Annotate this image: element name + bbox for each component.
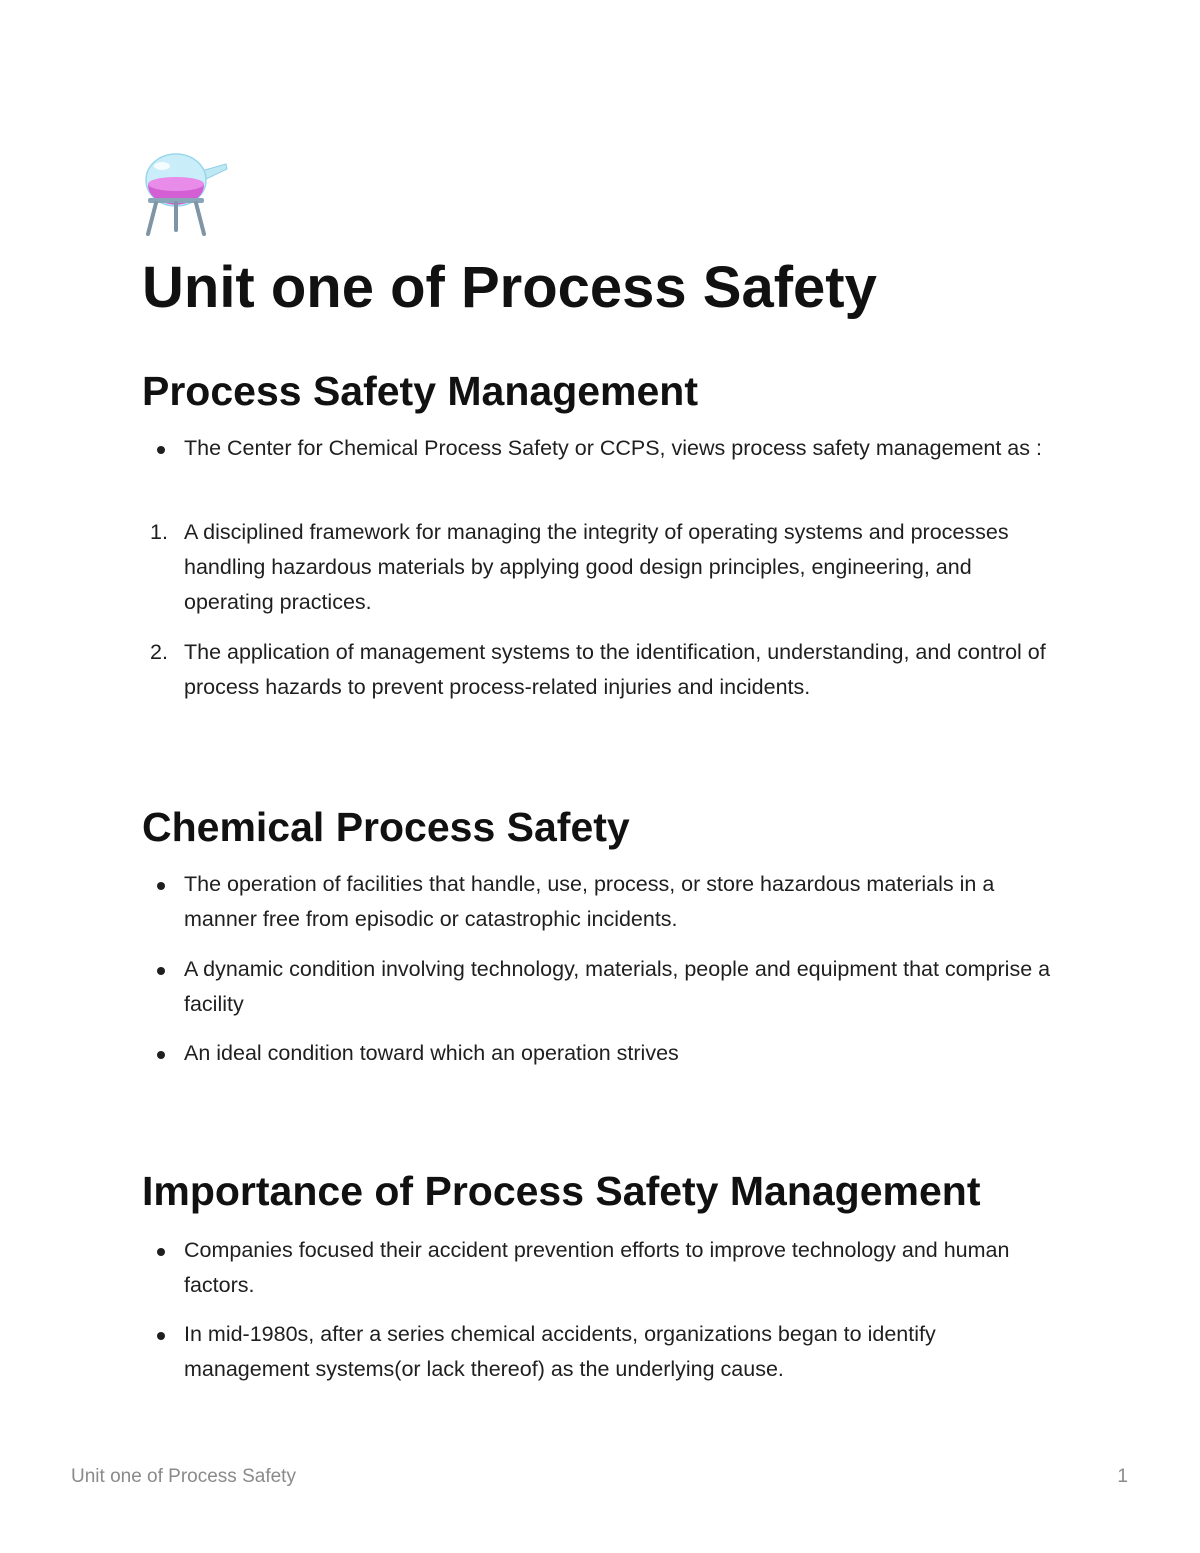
bullet-icon: [157, 446, 165, 454]
list-item: The operation of facilities that handle, use, process, or store hazardous materials in a manner free from episodic or catastrophic incidents.: [184, 872, 995, 931]
footer-doc-title: Unit one of Process Safety: [71, 1466, 296, 1487]
section-heading-importance-of-psm: Importance of Process Safety Management: [142, 1168, 981, 1214]
list-item: The Center for Chemical Process Safety or CCPS, views process safety management as :: [184, 436, 1042, 460]
bullet-icon: [157, 1248, 165, 1256]
bullet-icon: [157, 1051, 165, 1059]
list-item: A disciplined framework for managing the integrity of operating systems and processes handling hazardous materials by applying good design principles, engineering, and operating practices.: [184, 520, 1009, 614]
section-heading-chemical-process-safety: Chemical Process Safety: [142, 804, 630, 850]
section-heading-process-safety-management: Process Safety Management: [142, 368, 699, 414]
list-item: In mid-1980s, after a series chemical accidents, organizations began to identify management systems(or lack thereof) as the underlying cause.: [184, 1322, 936, 1381]
page-title: Unit one of Process Safety: [142, 255, 877, 320]
list-number: 1.: [150, 520, 168, 544]
list-item: An ideal condition toward which an operation strives: [184, 1041, 679, 1065]
list-item: Companies focused their accident prevention efforts to improve technology and human factors.: [184, 1238, 1010, 1297]
alembic-flask-icon: [142, 150, 228, 236]
bullet-icon: [157, 967, 165, 975]
bullet-icon: [157, 882, 165, 890]
list-item: The application of management systems to the identification, understanding, and control of process hazards to prevent process-related injuries and incidents.: [184, 640, 1046, 699]
list-number: 2.: [150, 640, 168, 664]
footer-page-number: 1: [1117, 1466, 1128, 1487]
list-item: A dynamic condition involving technology, materials, people and equipment that comprise a facility: [184, 957, 1051, 1016]
bullet-icon: [157, 1332, 165, 1340]
